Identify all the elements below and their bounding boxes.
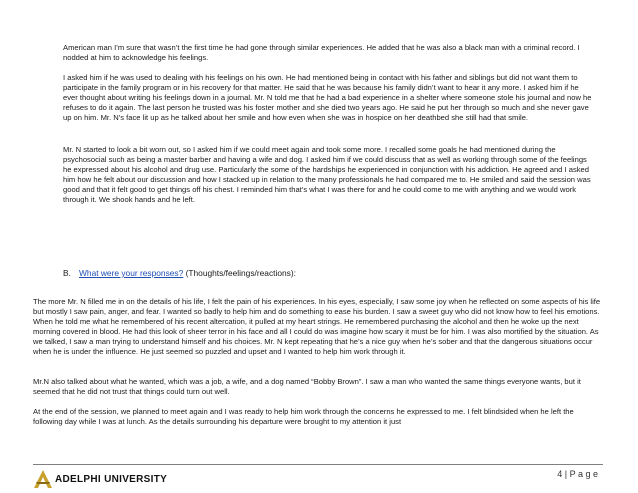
paragraph-pain: The more Mr. N filled me in on the details of his life, I felt the pain of his experiences. In his eyes, especially, I saw some joy when he reflected on some aspects of his life but mostly I saw pain, anger, and fear. I wanted so badly to help him and do something to ease his burden. I saw a sweet guy who did not know how to feel his emotions. When he told me what he remembered of his recent altercation, it pulled at my heart strings. He remembered purchasing the alcohol and then he woke up the next morning covered in blood. He had this look of sheer terror in his face and all I could do was imagine how scary it must be for him. I was also mortified by the situation. As we talked, I saw a man trying to understand himself and his choices. Mr. N kept repeating that he’s a nice guy when he’s sober and that the dangerous situations occur when he is under the influence. He just seemed so puzzled and upset and I wanted to help him work through it. [33, 297, 601, 356]
section-b-heading [63, 268, 296, 279]
paragraph-end-session: At the end of the session, we planned to meet again and I was ready to help him work through the concerns he expressed to me. I felt blindsided when he left the following day while I was at lunch. As the details surrounding his departure were brought to my attention it just [33, 407, 574, 426]
paragraph-continuation: American man I’m sure that wasn’t the first time he had gone through similar experiences. He added that he was also a black man with a criminal record. I nodded at him to acknowledge his feelings. [63, 43, 580, 62]
section-b-subtitle: (Thoughts/feelings/reactions): [183, 268, 296, 278]
paragraph-worn-out: Mr. N started to look a bit worn out, so I asked him if we could meet again and took some more. I recalled some goals he had mentioned during the psychosocial such as being a master barber and having a wife and dog. I asked him if we could discuss that as well as working through some of the feelings he expressed about his alcohol and drug use. Particularly the some of the hardships he experienced in conjunction with his addiction. He agreed and I asked him how he felt about our discussion and how I stacked up in relation to the many professionals he had compared me to. He smiled and said the session was good and that it felt good to get things off his chest. I reminded him that’s what I was there for and he could come to me with anything and we would work through it. We shook hands and he left. [63, 145, 591, 204]
footer-divider [33, 464, 603, 465]
adelphi-a-logo-icon [33, 470, 53, 488]
university-name: ADELPHI UNIVERSITY [55, 473, 168, 485]
paragraph-feelings: I asked him if he was used to dealing with his feelings on his own. He had mentioned being in contact with his father and siblings but did not want them to participate in the family program or in his recovery for that matter. He said that he was because his family didn’t want to hear it any more. I asked him if he ever thought about writing his feelings down in a journal. Mr. N told me that he had a bad experience in a shelter where someone stole his journal and now he refuses to do it again. The last person he trusted was his foster mother and she died two years ago. He said he put her through so much and she never gave up on him. Mr. N’s face lit up as he talked about her smile and how even when she was in hospice on her deathbed she still had that smile. [63, 73, 592, 122]
page-number: 4 | P a g e [557, 469, 598, 479]
section-b-number: B. [63, 268, 71, 278]
paragraph-wants: Mr.N also talked about what he wanted, which was a job, a wife, and a dog named “Bobby Brown”. I saw a man who wanted the same things everyone wants, but it seemed that he did not trust that things could turn out well. [33, 377, 581, 396]
responses-link[interactable]: What were your responses? [79, 268, 184, 278]
university-logo [33, 470, 167, 488]
